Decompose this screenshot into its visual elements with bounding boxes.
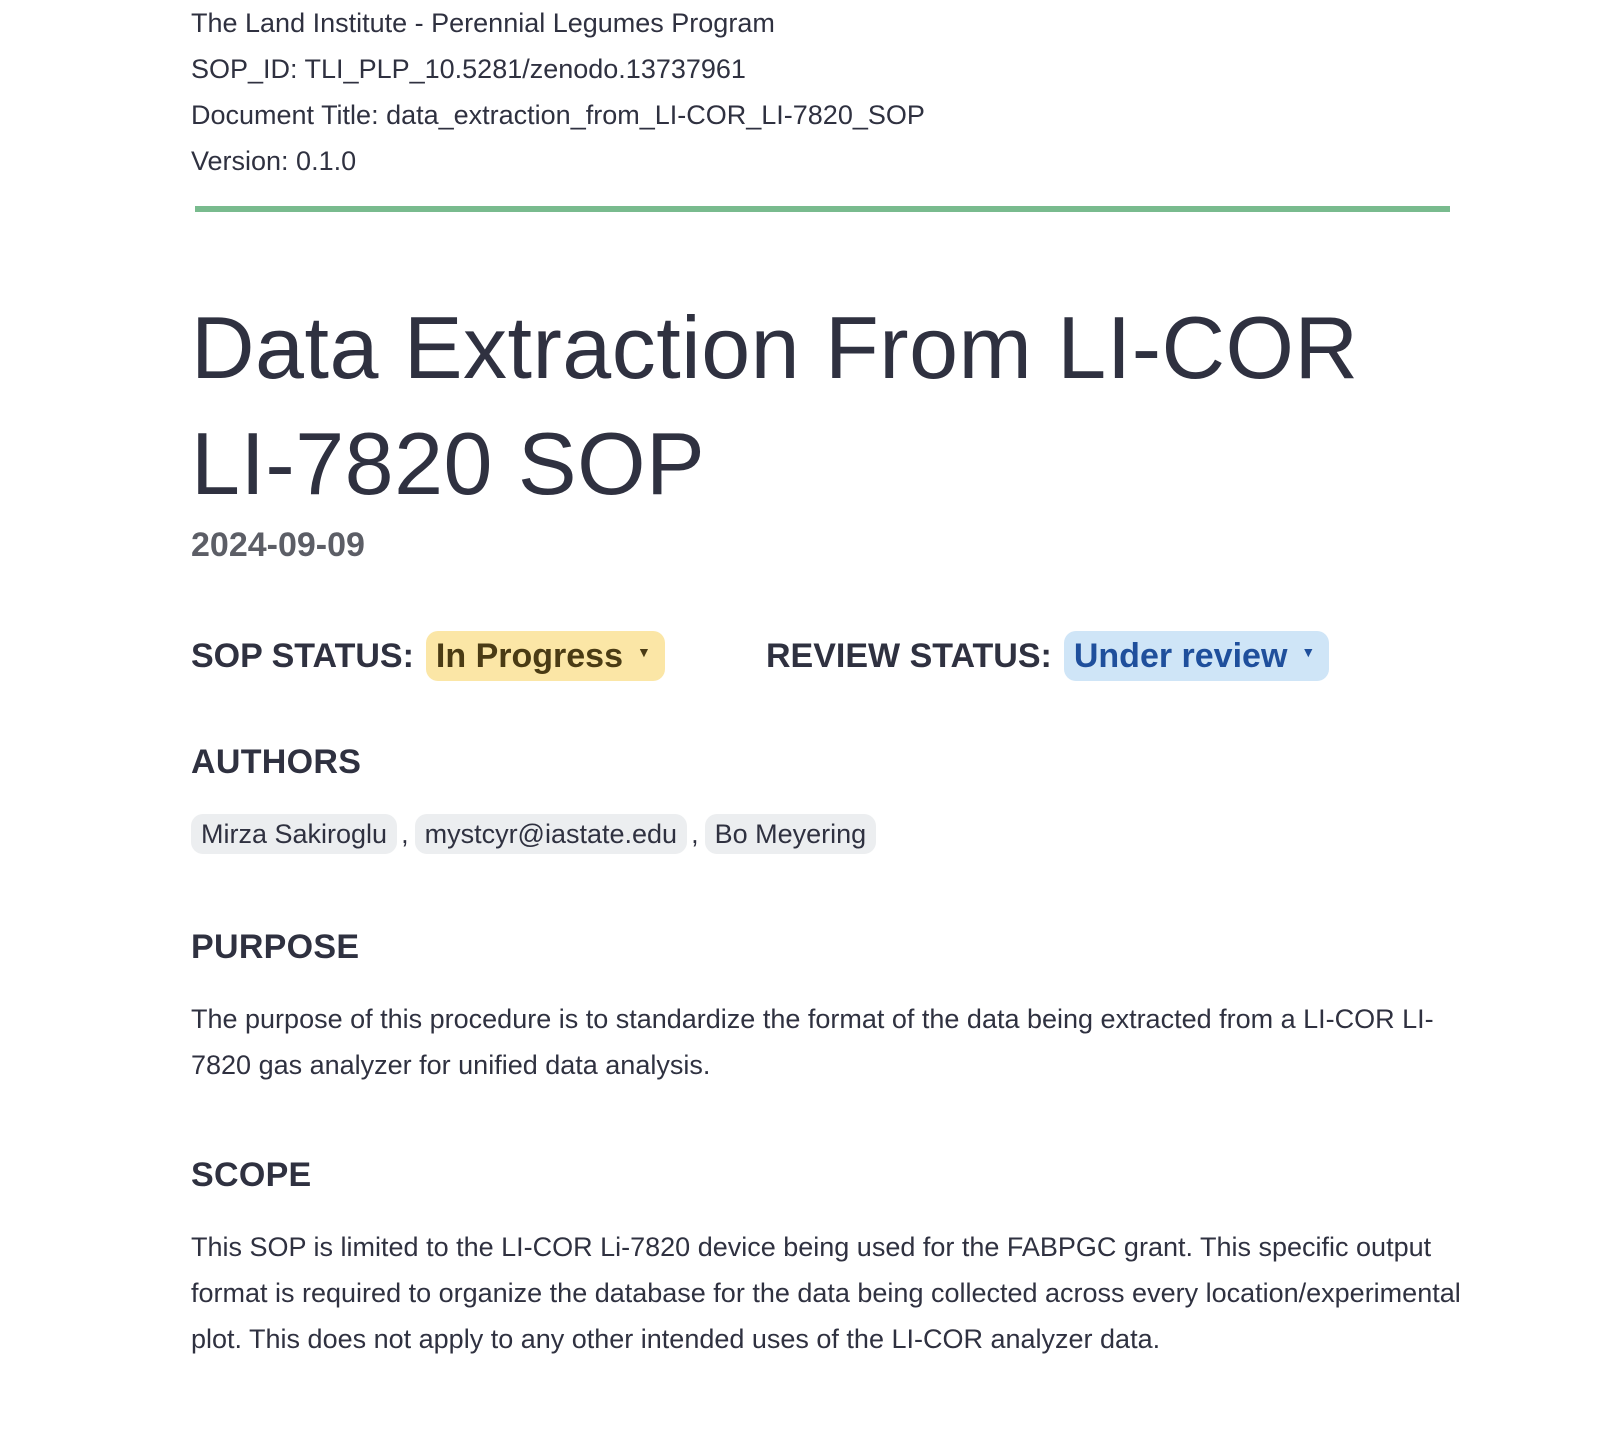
caret-down-icon: ▼ (637, 644, 651, 660)
authors-list (191, 814, 876, 854)
review-status-label: REVIEW STATUS: (766, 636, 1052, 675)
author-chip[interactable]: mystcyr@iastate.edu (415, 814, 688, 854)
scope-heading: SCOPE (191, 1156, 312, 1194)
header-divider (195, 206, 1450, 212)
authors-heading: AUTHORS (191, 743, 362, 781)
sop-status-value: In Progress (435, 636, 623, 675)
document-date: 2024-09-09 (191, 526, 365, 564)
purpose-heading: PURPOSE (191, 928, 360, 966)
version-line: Version: 0.1.0 (191, 146, 357, 176)
sop-status-dropdown[interactable] (426, 631, 665, 681)
page-title (191, 290, 1451, 522)
sop-status-label: SOP STATUS: (191, 636, 414, 675)
author-chip[interactable]: Mirza Sakiroglu (191, 814, 397, 854)
sop-status-group (191, 630, 665, 682)
review-status-dropdown[interactable] (1064, 631, 1329, 681)
document-title-line: Document Title: data_extraction_from_LI-COR_LI-7820_SOP (191, 100, 925, 130)
author-separator: , (691, 818, 699, 849)
scope-text: This SOP is limited to the LI-COR Li-7820 device being used for the FABPGC grant. This specific output format is required to organize the database for the data being collected across every location/experimental plot. This does not apply to any other intended uses of the LI-COR analyzer data. (191, 1232, 1461, 1354)
caret-down-icon: ▼ (1301, 644, 1316, 660)
purpose-text: The purpose of this procedure is to standardize the format of the data being extracted from a LI-COR LI-7820 gas analyzer for unified data analysis. (191, 1004, 1434, 1080)
author-chip[interactable]: Bo Meyering (705, 814, 877, 854)
document-metadata (191, 0, 1451, 184)
organization-line: The Land Institute - Perennial Legumes Program (191, 8, 775, 38)
sop-id-line: SOP_ID: TLI_PLP_10.5281/zenodo.13737961 (191, 54, 746, 84)
review-status-value: Under review (1073, 636, 1288, 675)
page-title-line-2: LI-7820 SOP (191, 414, 706, 513)
author-separator: , (401, 818, 409, 849)
review-status-group (766, 630, 1329, 682)
page-title-line-1: Data Extraction From LI-COR (191, 298, 1359, 397)
